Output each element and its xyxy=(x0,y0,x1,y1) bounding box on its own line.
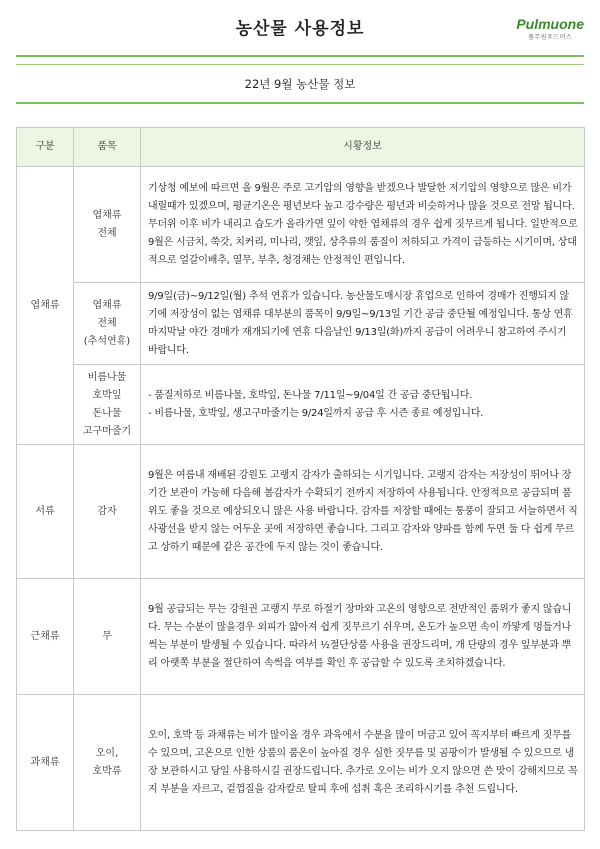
item-line: 고구마줄기 xyxy=(82,425,132,437)
column-header-item: 품목 xyxy=(74,128,141,167)
logo-wordmark: Pulmuone xyxy=(516,16,584,32)
item-cell xyxy=(74,579,141,695)
table-header-row xyxy=(17,128,585,167)
table-row xyxy=(17,695,585,831)
market-info-table xyxy=(16,127,585,831)
page-header xyxy=(0,0,600,58)
item-cell xyxy=(74,167,141,283)
info-cell xyxy=(141,167,585,283)
brand-logo xyxy=(516,16,584,41)
category-cell: 근채류 xyxy=(17,579,74,695)
item-line: 엽채류 xyxy=(92,299,122,311)
item-line: 돈나물 xyxy=(92,407,122,419)
item-cell xyxy=(74,283,141,365)
item-cell xyxy=(74,445,141,579)
item-line: 오이, xyxy=(95,747,119,759)
info-cell xyxy=(141,283,585,365)
item-line: 감자 xyxy=(97,505,117,517)
table-row xyxy=(17,445,585,579)
item-line: 전체 xyxy=(97,317,117,329)
table-row xyxy=(17,167,585,283)
item-line: 무 xyxy=(102,630,112,642)
category-cell: 과채류 xyxy=(17,695,74,831)
info-paragraph: - 비름나물, 호박잎, 생고구마줄기는 9/24일까지 공급 후 시즌 종료 예정입니다. xyxy=(148,407,484,419)
column-header-category: 구분 xyxy=(17,128,74,167)
category-cell: 서류 xyxy=(17,445,74,579)
logo-subtext: 풀무원푸드머스 xyxy=(528,34,573,41)
category-cell: 엽채류 xyxy=(17,167,74,445)
item-line: 비름나물 xyxy=(87,371,127,383)
info-paragraph: 9/9일(금)~9/12일(월) 추석 연휴가 있습니다. 농산물도매시장 휴업으로 인하여 경매가 진행되지 않기에 저장성이 없는 엽채류 대부분의 품목이 9/9일~9/13일 기간 공급 중단될 예정입니다. 통상 연휴 마지막날 야간 경매가 재개되기에 연휴 다음날인 9/13일(화)까지 공급이 어려우니 참고하여 주시기 바랍니다. xyxy=(148,290,573,356)
info-paragraph: 무더위 이후 비가 내리고 습도가 올라가면 잎이 약한 엽채류의 경우 쉽게 짓무르게 됩니다. 일반적으로 9월은 시금치, 쑥갓, 치커리, 미나리, 깻잎, 상추류의 품질이 저하되고 가격이 급등하는 시기이며, 상대적으로 얼갈이배추, 열무, 부추, 청경채는 안정적인 편입니다. xyxy=(148,218,578,266)
info-paragraph: 기상청 예보에 따르면 올 9월은 주로 고기압의 영향을 받겠으나 발달한 저기압의 영향으로 많은 비가 내릴때가 있겠으며, 평균기온은 평년보다 높고 강수량은 평년과 비슷하거나 많을 것으로 전망 됩니다. xyxy=(148,182,575,212)
info-paragraph: 9월은 여름내 재배된 강원도 고랭지 감자가 출하되는 시기입니다. 고랭지 감자는 저장성이 뛰어나 장기간 보관이 가능해 다음해 봄감자가 수확되기 전까지 저장하여 사용됩니다. 안정적으로 공급되며 품위도 좋을 것으로 예상되오니 많은 사용 바랍니다. 감자를 저장할 때에는 통풍이 잘되고 서늘하면서 직사광선을 받지 않는 어두운 곳에 저장하면 좋습니다. 그리고 감자와 양파를 함께 두면 둘 다 쉽게 무르고 상하기 때문에 같은 공간에 두지 않는 것이 좋습니다. xyxy=(148,469,578,553)
item-cell xyxy=(74,695,141,831)
table-row xyxy=(17,579,585,695)
info-paragraph: 오이, 호박 등 과채류는 비가 많이올 경우 과육에서 수분을 많이 머금고 있어 꼭지부터 빠르게 짓무를 수 있으며, 고온으로 인한 상품의 품온이 높아질 경우 심한 짓무름 및 곰팡이가 발생될 수 있으므로 냉장 보관하시고 당일 사용하시길 권장드립니다. 추가로 오이는 비가 오지 않으면 쓴 맛이 강해지므로 꼭지 부분을 자르고, 겉껍질을 감자칼로 탈피 후에 섭취 혹은 조리하시기를 추천 드립니다. xyxy=(148,729,578,795)
table-row xyxy=(17,283,585,365)
item-line: 엽채류 xyxy=(92,209,122,221)
table-row xyxy=(17,365,585,445)
info-cell xyxy=(141,445,585,579)
info-cell xyxy=(141,695,585,831)
item-line: 전체 xyxy=(97,227,117,239)
info-paragraph: 9월 공급되는 무는 강원권 고랭지 무로 하절기 장마와 고온의 영향으로 전반적인 품위가 좋지 않습니다. 무는 수분이 많을경우 외피가 얇아져 쉽게 짓무르기 쉬우며, 온도가 높으면 속이 까맣게 멍들거나 썩는 부분이 발생될 수 있습니다. 따라서 ½절단상품 사용을 권장드리며, 개 단량의 경우 잎부분과 뿌리 아랫쪽 부분을 절단하여 속썩음 여부를 확인 후 공급할 수 있도록 조치하겠습니다. xyxy=(148,603,572,669)
info-cell xyxy=(141,579,585,695)
item-line: 호박류 xyxy=(92,765,122,777)
header-divider xyxy=(16,55,584,57)
item-line: 호박잎 xyxy=(92,389,122,401)
info-cell xyxy=(141,365,585,445)
item-cell xyxy=(74,365,141,445)
info-paragraph: - 품질저하로 비름나물, 호박잎, 돈나물 7/11일~9/04일 간 공급 중단됩니다. xyxy=(148,389,473,401)
item-line: (추석연휴) xyxy=(83,335,131,347)
page-title: 농산물 사용정보 xyxy=(235,19,365,39)
subtitle-bar xyxy=(16,64,584,104)
document-subtitle: 22년 9월 농산물 정보 xyxy=(244,77,356,91)
column-header-market-info: 시황정보 xyxy=(141,128,585,167)
